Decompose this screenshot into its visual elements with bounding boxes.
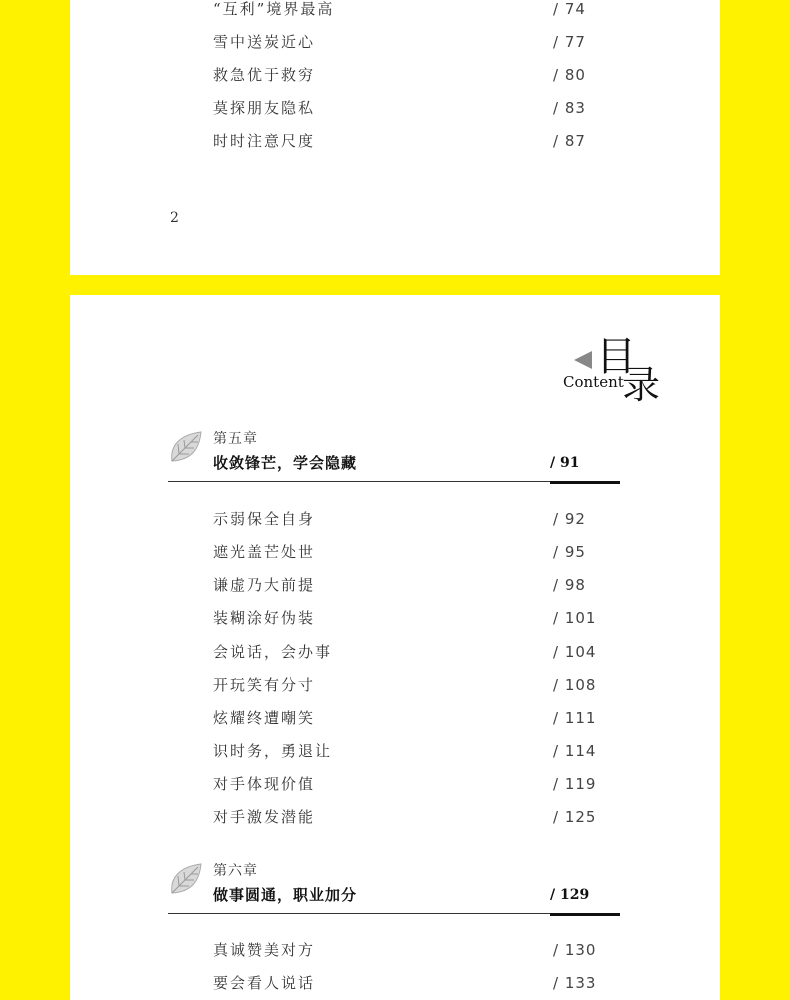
toc-entry-page: / 77 <box>553 33 586 51</box>
leaf-icon <box>168 861 204 897</box>
toc-entry[interactable] <box>213 673 633 697</box>
chapter-title: 做事圆通，职业加分 <box>213 886 358 904</box>
toc-entry-page: / 119 <box>553 775 597 793</box>
heading-english: Content <box>563 373 624 391</box>
toc-entry-title: 炫耀终遭嘲笑 <box>213 709 316 727</box>
toc-entry-page: / 74 <box>553 0 586 18</box>
toc-entry-page: / 87 <box>553 132 586 150</box>
contents-heading <box>560 335 670 405</box>
toc-entry[interactable] <box>213 96 633 120</box>
toc-entry[interactable] <box>213 640 633 664</box>
chapter-divider-accent <box>550 913 620 916</box>
page-number: 2 <box>170 210 179 226</box>
toc-entry-title: 对手激发潜能 <box>213 808 316 826</box>
toc-entry[interactable] <box>213 507 633 531</box>
heading-char-mu: 目 <box>596 334 636 380</box>
chapter-number: 第六章 <box>213 863 258 879</box>
toc-entry-title: 雪中送炭近心 <box>213 33 316 51</box>
toc-entry-title: 示弱保全自身 <box>213 510 316 528</box>
toc-entry[interactable] <box>213 0 633 21</box>
toc-entry-page: / 108 <box>553 676 597 694</box>
toc-entry-page: / 130 <box>553 941 597 959</box>
toc-entry-page: / 114 <box>553 742 597 760</box>
toc-entry-page: / 83 <box>553 99 586 117</box>
toc-entry-title: 对手体现价值 <box>213 775 316 793</box>
toc-entry-page: / 80 <box>553 66 586 84</box>
toc-entry-page: / 111 <box>553 709 597 727</box>
toc-entry[interactable] <box>213 540 633 564</box>
toc-entry[interactable] <box>213 573 633 597</box>
toc-entry-title: 要会看人说话 <box>213 974 316 992</box>
toc-entry-page: / 95 <box>553 543 586 561</box>
chapter-title: 收敛锋芒，学会隐藏 <box>213 454 358 472</box>
toc-entry-title: 时时注意尺度 <box>213 132 316 150</box>
toc-entry[interactable] <box>213 30 633 54</box>
toc-entry-title: 莫探朋友隐私 <box>213 99 316 117</box>
toc-entry-title: 遮光盖芒处世 <box>213 543 316 561</box>
toc-entry-title: 装糊涂好伪装 <box>213 609 316 627</box>
toc-entry-page: / 98 <box>553 576 586 594</box>
toc-entry-title: 真诚赞美对方 <box>213 941 316 959</box>
toc-entry[interactable] <box>213 971 633 995</box>
toc-entry[interactable] <box>213 772 633 796</box>
heading-char-lu: 录 <box>622 363 661 407</box>
toc-entry[interactable] <box>213 805 633 829</box>
leaf-icon <box>168 429 204 465</box>
toc-entry-title: 开玩笑有分寸 <box>213 676 316 694</box>
toc-entry[interactable] <box>213 938 633 962</box>
toc-entry-title: 救急优于救穷 <box>213 66 316 84</box>
top-page <box>70 0 720 275</box>
toc-entry-title: “互利”境界最高 <box>213 0 335 18</box>
toc-entry-page: / 92 <box>553 510 586 528</box>
toc-entry-title: 识时务，勇退让 <box>213 742 333 760</box>
toc-entry[interactable] <box>213 706 633 730</box>
bottom-page <box>70 295 720 1000</box>
toc-entry-page: / 133 <box>553 974 597 992</box>
toc-entry-page: / 101 <box>553 609 597 627</box>
chapter-number: 第五章 <box>213 431 258 447</box>
toc-entry[interactable] <box>213 739 633 763</box>
toc-entry-title: 会说话，会办事 <box>213 643 333 661</box>
chapter-page: / 91 <box>550 455 580 471</box>
chapter-divider-accent <box>550 481 620 484</box>
triangle-left-icon <box>574 351 592 369</box>
toc-entry[interactable] <box>213 63 633 87</box>
toc-entry-page: / 104 <box>553 643 597 661</box>
toc-entry[interactable] <box>213 606 633 630</box>
toc-entry-page: / 125 <box>553 808 597 826</box>
chapter-six-header[interactable] <box>168 861 620 921</box>
chapter-page: / 129 <box>550 887 590 903</box>
chapter-five-header[interactable] <box>168 429 620 489</box>
toc-entry[interactable] <box>213 129 633 153</box>
toc-entry-title: 谦虚乃大前提 <box>213 576 316 594</box>
